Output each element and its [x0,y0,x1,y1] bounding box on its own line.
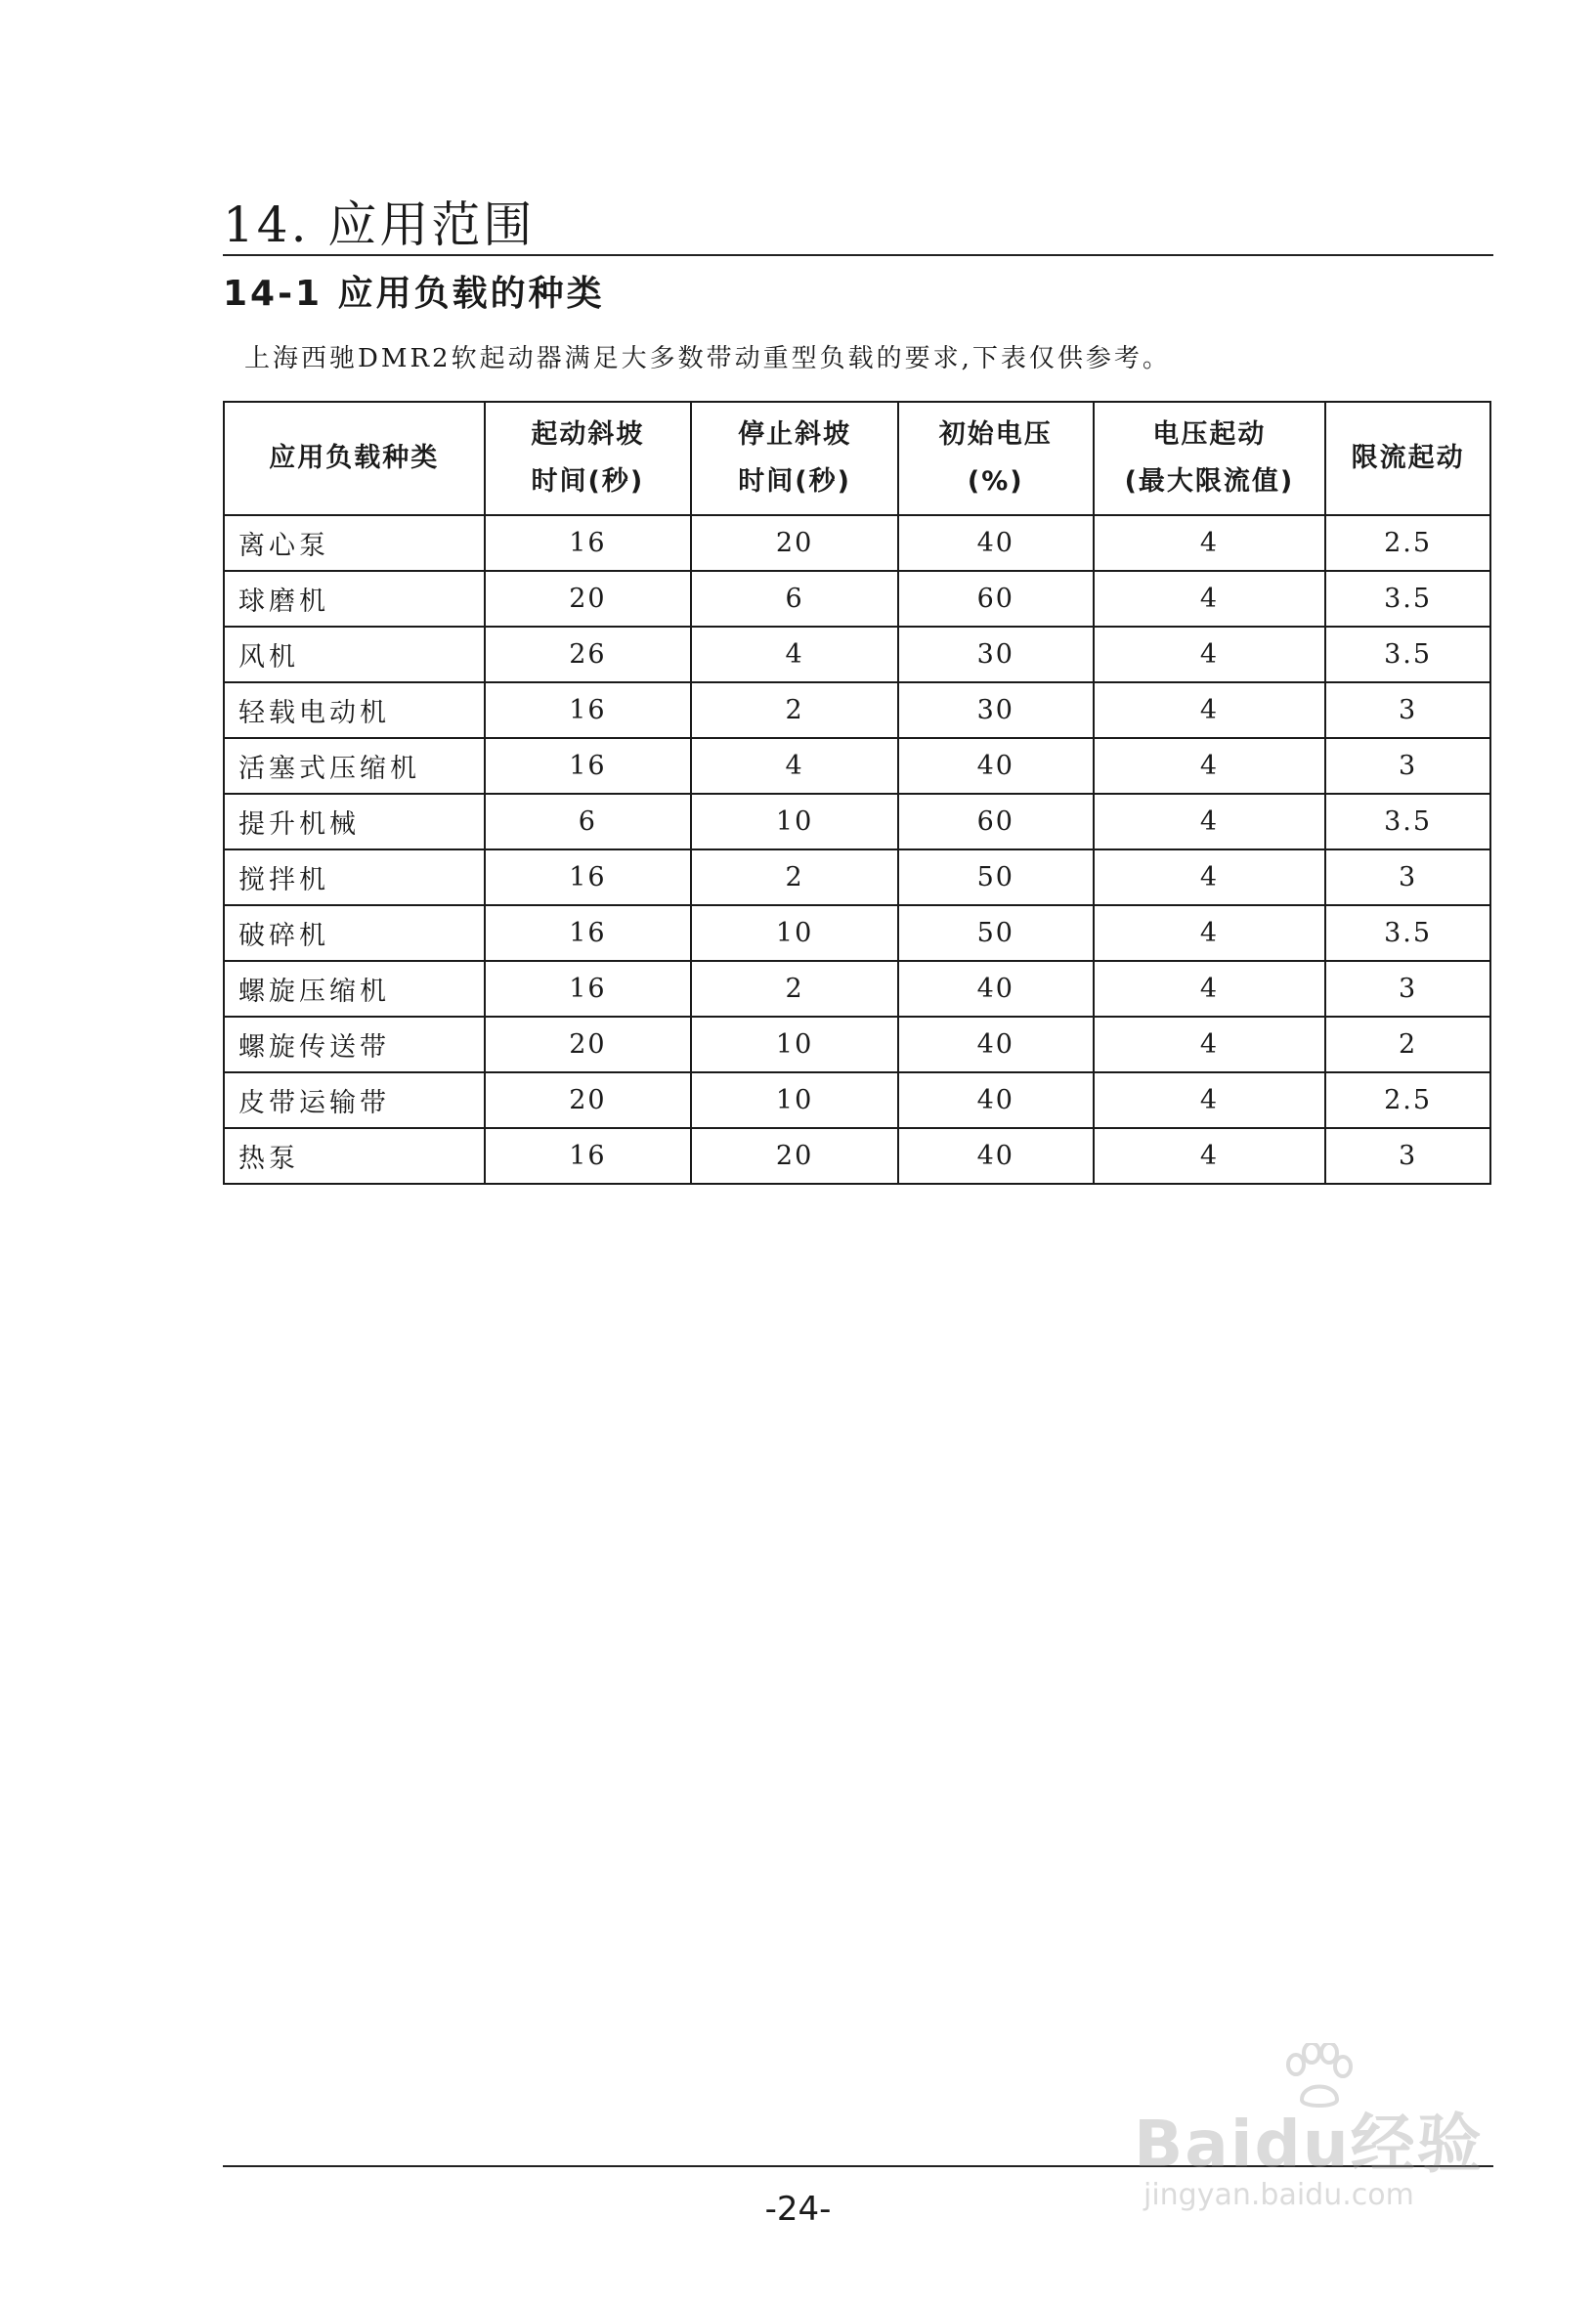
value-cell: 20 [485,571,692,627]
table-row [224,849,1490,905]
value-cell: 10 [691,1017,898,1072]
value-cell: 4 [1094,682,1326,738]
table-row [224,515,1490,571]
value-cell: 20 [691,515,898,571]
value-cell: 3 [1325,849,1490,905]
value-cell: 16 [485,738,692,794]
value-cell: 20 [485,1072,692,1128]
baidu-watermark [1134,2053,1525,2229]
value-cell: 10 [691,905,898,961]
value-cell: 20 [485,1017,692,1072]
load-type-cell: 活塞式压缩机 [224,738,485,794]
table-row [224,1072,1490,1128]
value-cell: 20 [691,1128,898,1184]
load-type-cell: 离心泵 [224,515,485,571]
value-cell: 3.5 [1325,905,1490,961]
value-cell: 16 [485,515,692,571]
header-voltage-start: 电压起动 (最大限流值) [1094,402,1326,515]
value-cell: 6 [485,794,692,849]
value-cell: 3 [1325,1128,1490,1184]
value-cell: 4 [1094,1128,1326,1184]
header-initial-voltage: 初始电压 (%) [898,402,1094,515]
value-cell: 4 [1094,515,1326,571]
value-cell: 4 [1094,1072,1326,1128]
watermark-logo: Baidu经验 [1134,2107,1484,2182]
intro-paragraph: 上海西驰DMR2软起动器满足大多数带动重型负载的要求,下表仅供参考。 [244,344,1171,373]
value-cell: 4 [1094,571,1326,627]
value-cell: 3 [1325,961,1490,1017]
load-type-cell: 轻载电动机 [224,682,485,738]
value-cell: 16 [485,1128,692,1184]
value-cell: 3.5 [1325,627,1490,682]
page-number: -24- [764,2190,832,2229]
watermark-url: jingyan.baidu.com [1143,2178,1414,2212]
value-cell: 4 [691,627,898,682]
value-cell: 10 [691,794,898,849]
value-cell: 4 [1094,738,1326,794]
value-cell: 16 [485,682,692,738]
load-type-cell: 皮带运输带 [224,1072,485,1128]
value-cell: 3 [1325,682,1490,738]
value-cell: 16 [485,849,692,905]
value-cell: 50 [898,849,1094,905]
section-title: 14. 应用范围 [223,196,536,253]
load-type-cell: 破碎机 [224,905,485,961]
value-cell: 40 [898,1072,1094,1128]
table-row [224,794,1490,849]
value-cell: 2 [691,849,898,905]
table-row [224,682,1490,738]
value-cell: 2 [1325,1017,1490,1072]
load-type-table [223,401,1491,1185]
header-stop-ramp: 停止斜坡 时间(秒) [691,402,898,515]
value-cell: 2 [691,682,898,738]
value-cell: 2.5 [1325,515,1490,571]
table-row [224,961,1490,1017]
value-cell: 40 [898,961,1094,1017]
title-divider [223,254,1493,256]
value-cell: 40 [898,738,1094,794]
load-type-cell: 风机 [224,627,485,682]
value-cell: 4 [691,738,898,794]
value-cell: 26 [485,627,692,682]
value-cell: 3.5 [1325,571,1490,627]
header-load-type: 应用负载种类 [224,402,485,515]
value-cell: 10 [691,1072,898,1128]
value-cell: 4 [1094,961,1326,1017]
value-cell: 60 [898,794,1094,849]
table-row [224,627,1490,682]
load-type-cell: 球磨机 [224,571,485,627]
value-cell: 2 [691,961,898,1017]
load-type-cell: 螺旋传送带 [224,1017,485,1072]
value-cell: 4 [1094,794,1326,849]
value-cell: 50 [898,905,1094,961]
header-start-ramp: 起动斜坡 时间(秒) [485,402,692,515]
value-cell: 2.5 [1325,1072,1490,1128]
value-cell: 3 [1325,738,1490,794]
load-type-cell: 热泵 [224,1128,485,1184]
value-cell: 4 [1094,905,1326,961]
value-cell: 40 [898,1128,1094,1184]
load-type-cell: 螺旋压缩机 [224,961,485,1017]
value-cell: 16 [485,905,692,961]
load-type-cell: 提升机械 [224,794,485,849]
table-row [224,738,1490,794]
load-type-cell: 搅拌机 [224,849,485,905]
value-cell: 4 [1094,1017,1326,1072]
value-cell: 4 [1094,849,1326,905]
table-row [224,905,1490,961]
value-cell: 6 [691,571,898,627]
value-cell: 16 [485,961,692,1017]
table-header-row [224,402,1490,515]
value-cell: 30 [898,627,1094,682]
value-cell: 60 [898,571,1094,627]
value-cell: 3.5 [1325,794,1490,849]
subsection-title: 14-1 应用负载的种类 [223,274,605,314]
header-current-limit-start: 限流起动 [1325,402,1490,515]
value-cell: 4 [1094,627,1326,682]
table-row [224,571,1490,627]
value-cell: 40 [898,1017,1094,1072]
table-row [224,1128,1490,1184]
value-cell: 40 [898,515,1094,571]
table-row [224,1017,1490,1072]
value-cell: 30 [898,682,1094,738]
